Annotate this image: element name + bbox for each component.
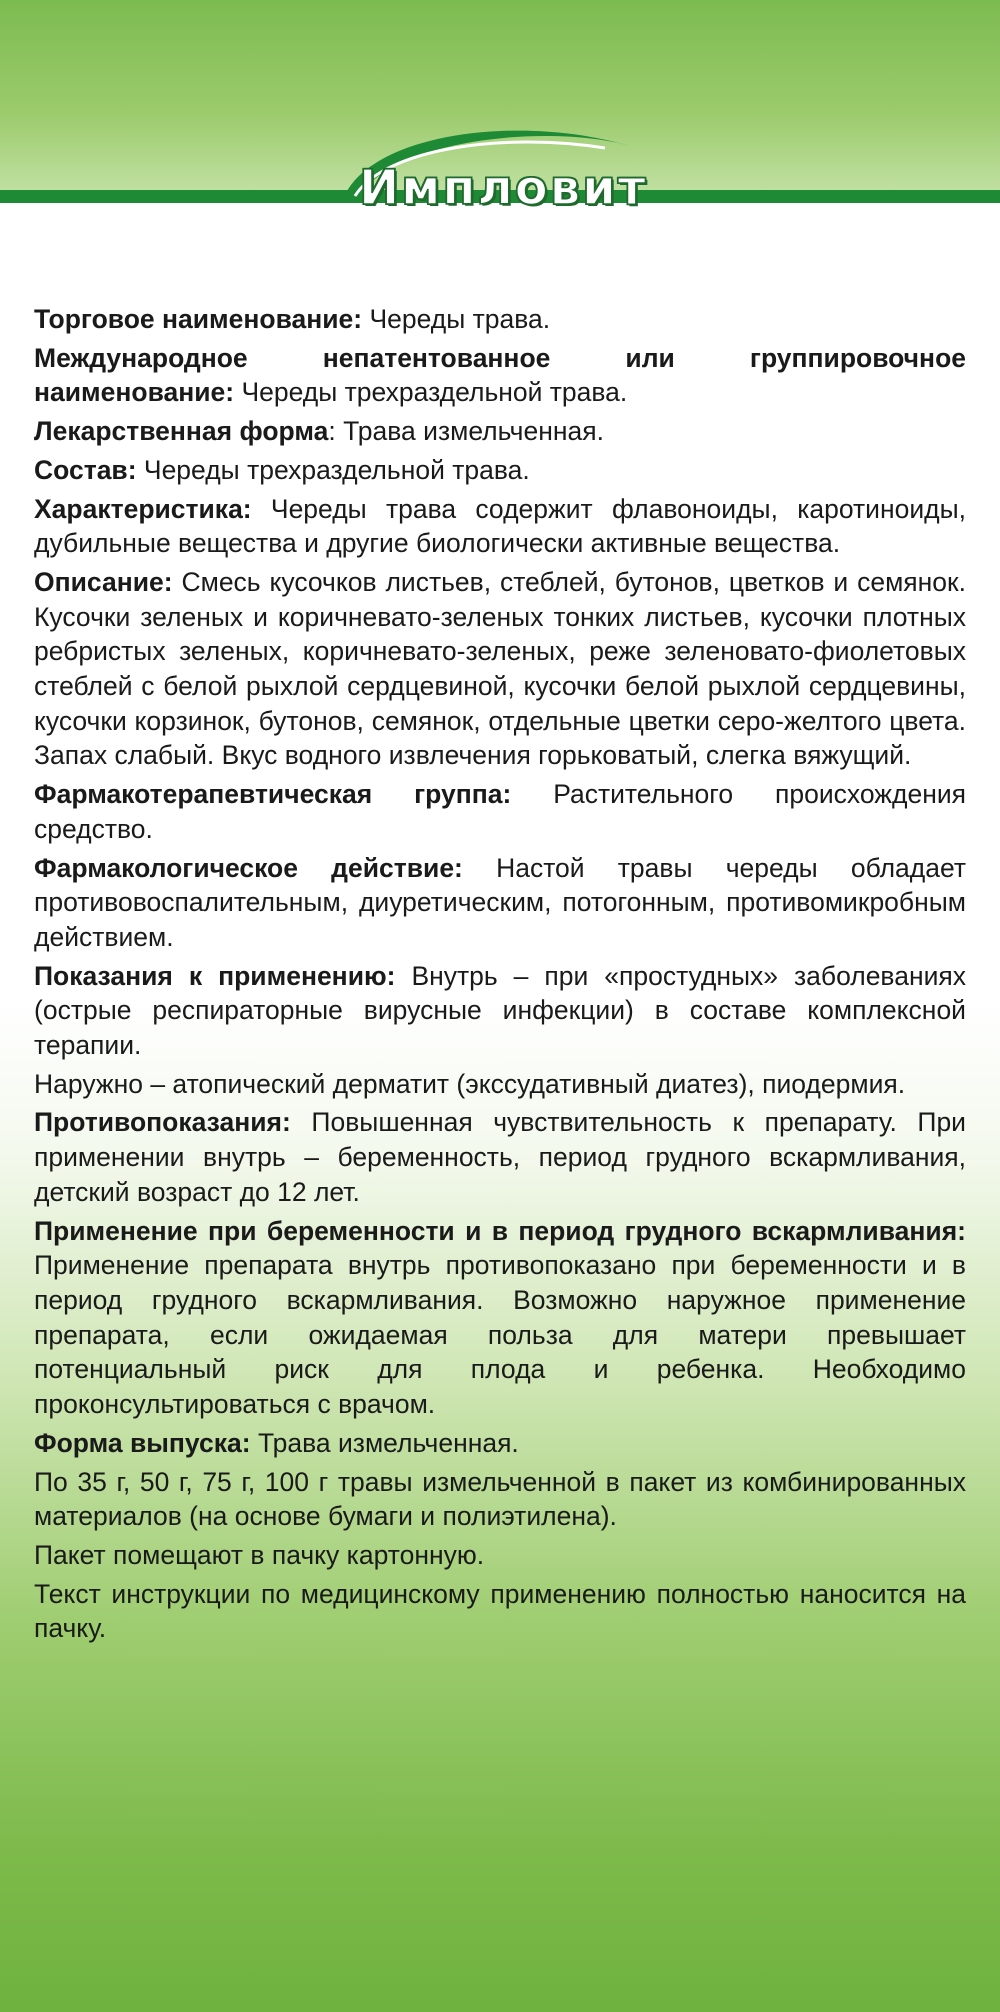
section-text: Череды трехраздельной трава. [234, 377, 628, 408]
section-text: Растительного происхождения средство. [34, 779, 966, 844]
section-label: Фармакологическое действие: [34, 852, 463, 883]
section-label: Характеристика: [34, 493, 252, 524]
section-description [34, 565, 966, 773]
section-indications-external [34, 1067, 966, 1102]
header [0, 0, 1000, 260]
section-label: Торговое наименование: [34, 304, 363, 334]
section-text: Череды трава содержит флавоноиды, каротиноиды, дубильные вещества и другие биологически активные вещества. [34, 493, 966, 559]
section-text: По 35 г, 50 г, 75 г, 100 г травы измельченной в пакет из комбинированных материалов (на основе бумаги и полиэтилена). [34, 1466, 966, 1532]
section-indications [34, 959, 966, 1063]
logo-text: Импловит [359, 160, 648, 216]
section-pregnancy [34, 1214, 966, 1422]
section-label: Применение при беременности и в период грудного вскармливания: [34, 1215, 966, 1246]
section-characteristics [34, 492, 966, 561]
section-contraindications [34, 1105, 966, 1209]
section-text: Смесь кусочков листьев, стеблей, бутонов, цветков и семянок. Кусочки зеленых и коричневато-зеленых тонких листьев, кусочки плотных ребристых зеленых, коричневато-зеленых, реже зеленовато-фиолетовых стеблей с белой рыхлой сердцевиной, кусочки белой рыхлой сердцевины, кусочки корзинок, бутонов, семянок, отдельные цветки серо-желтого цвета. Запах слабый. Вкус водного извлечения горьковатый, слегка вяжущий. [34, 566, 966, 771]
section-label: Состав: [34, 454, 137, 485]
section-dosage-form [34, 414, 966, 449]
section-label: Показания к применению: [34, 960, 396, 991]
section-text: : Трава измельченная. [328, 416, 604, 447]
section-label: Форма выпуска: [34, 1427, 251, 1458]
section-pharmacotherapeutic-group [34, 777, 966, 846]
section-text: Текст инструкции по медицинскому применению полностью наносится на пачку. [34, 1578, 966, 1644]
section-label: Противопоказания: [34, 1107, 291, 1138]
section-text: Применение препарата внутрь противопоказано при беременности и в период грудного вскармливания. Возможно наружное применение препарата, если ожидаемая польза для матери превышает потенциальный риск для плода и ребенка. Необходимо проконсультироваться с врачом. [34, 1250, 966, 1420]
section-composition [34, 453, 966, 488]
section-text: Настой травы череды обладает противовоспалительным, диуретическим, потогонным, противомикробным действием. [34, 852, 966, 952]
instruction-text [34, 302, 966, 1650]
section-label: Лекарственная форма [34, 416, 329, 447]
section-text: Трава измельченная. [250, 1427, 519, 1458]
section-label: Международное непатентованное или группировочное наименование: [34, 342, 966, 408]
section-text: Череды трава. [362, 304, 551, 334]
section-inn [34, 341, 966, 410]
section-carton [34, 1538, 966, 1573]
section-release-form [34, 1426, 966, 1461]
section-instruction-note [34, 1577, 966, 1646]
section-text: Повышенная чувствительность к препарату. При применении внутрь – беременность, период грудного вскармливания, детский возраст до 12 лет. [34, 1107, 966, 1207]
section-text: Внутрь – при «простудных» заболеваниях (острые респираторные вирусные инфекции) в составе комплексной терапии. [34, 960, 966, 1061]
section-pharmacological-action [34, 851, 966, 955]
brand-logo [325, 118, 680, 228]
section-packaging [34, 1465, 966, 1534]
section-label: Описание: [34, 566, 173, 597]
section-text: Пакет помещают в пачку картонную. [34, 1539, 485, 1570]
section-text: Наружно – атопический дерматит (экссудативный диатез), пиодермия. [34, 1068, 906, 1099]
section-text: Череды трехраздельной трава. [136, 454, 530, 485]
section-trade-name [34, 302, 966, 337]
section-label: Фармакотерапевтическая группа: [34, 779, 512, 810]
